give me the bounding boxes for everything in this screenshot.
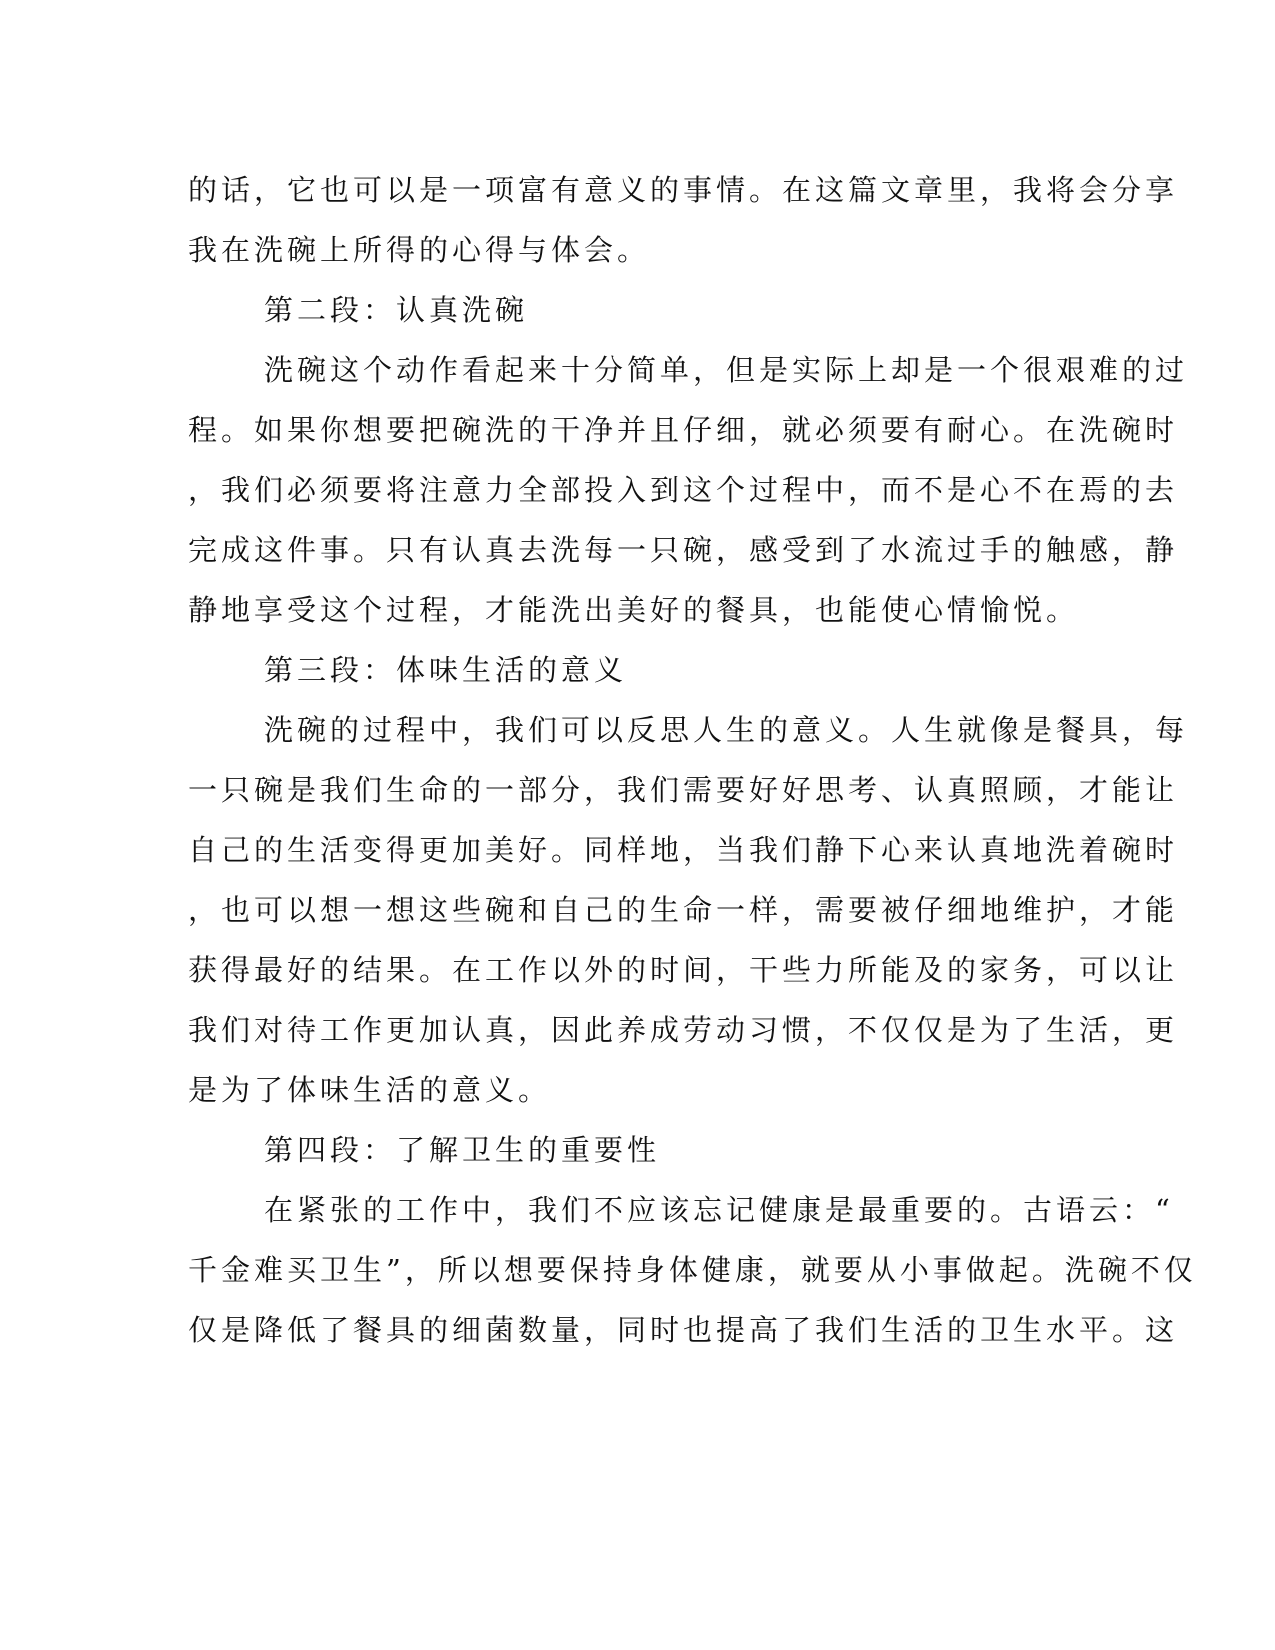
- text-line: 是为了体味生活的意义。: [188, 1073, 552, 1107]
- text-line: ，我们必须要将注意力全部投入到这个过程中，而不是心不在焉的去: [188, 473, 1179, 507]
- text-line: 仅是降低了餐具的细菌数量，同时也提高了我们生活的卫生水平。这: [188, 1313, 1179, 1347]
- text-line: 自己的生活变得更加美好。同样地，当我们静下心来认真地洗着碗时: [188, 833, 1179, 867]
- text-line: 完成这件事。只有认真去洗每一只碗，感受到了水流过手的触感，静: [188, 533, 1179, 567]
- text-line: 静地享受这个过程，才能洗出美好的餐具，也能使心情愉悦。: [188, 593, 1080, 627]
- section-heading-3: 第三段：体味生活的意义: [264, 653, 628, 687]
- text-line: ，也可以想一想这些碗和自己的生命一样，需要被仔细地维护，才能: [188, 893, 1179, 927]
- text-line: 程。如果你想要把碗洗的干净并且仔细，就必须要有耐心。在洗碗时: [188, 413, 1179, 447]
- text-line: 的话，它也可以是一项富有意义的事情。在这篇文章里，我将会分享: [188, 173, 1179, 207]
- text-line: 洗碗的过程中，我们可以反思人生的意义。人生就像是餐具，每: [264, 713, 1189, 747]
- text-line: 我们对待工作更加认真，因此养成劳动习惯，不仅仅是为了生活，更: [188, 1013, 1179, 1047]
- text-line: 获得最好的结果。在工作以外的时间，干些力所能及的家务，可以让: [188, 953, 1179, 987]
- text-line: 在紧张的工作中，我们不应该忘记健康是最重要的。古语云：“: [264, 1193, 1174, 1227]
- text-line: 一只碗是我们生命的一部分，我们需要好好思考、认真照顾，才能让: [188, 773, 1179, 807]
- text-line: 千金难买卫生”，所以想要保持身体健康，就要从小事做起。洗碗不仅: [188, 1253, 1197, 1287]
- section-heading-4: 第四段：了解卫生的重要性: [264, 1133, 661, 1167]
- section-heading-2: 第二段：认真洗碗: [264, 293, 529, 327]
- text-line: 我在洗碗上所得的心得与体会。: [188, 233, 651, 267]
- document-body: [188, 160, 1197, 1360]
- text-line: 洗碗这个动作看起来十分简单，但是实际上却是一个很艰难的过: [264, 353, 1189, 387]
